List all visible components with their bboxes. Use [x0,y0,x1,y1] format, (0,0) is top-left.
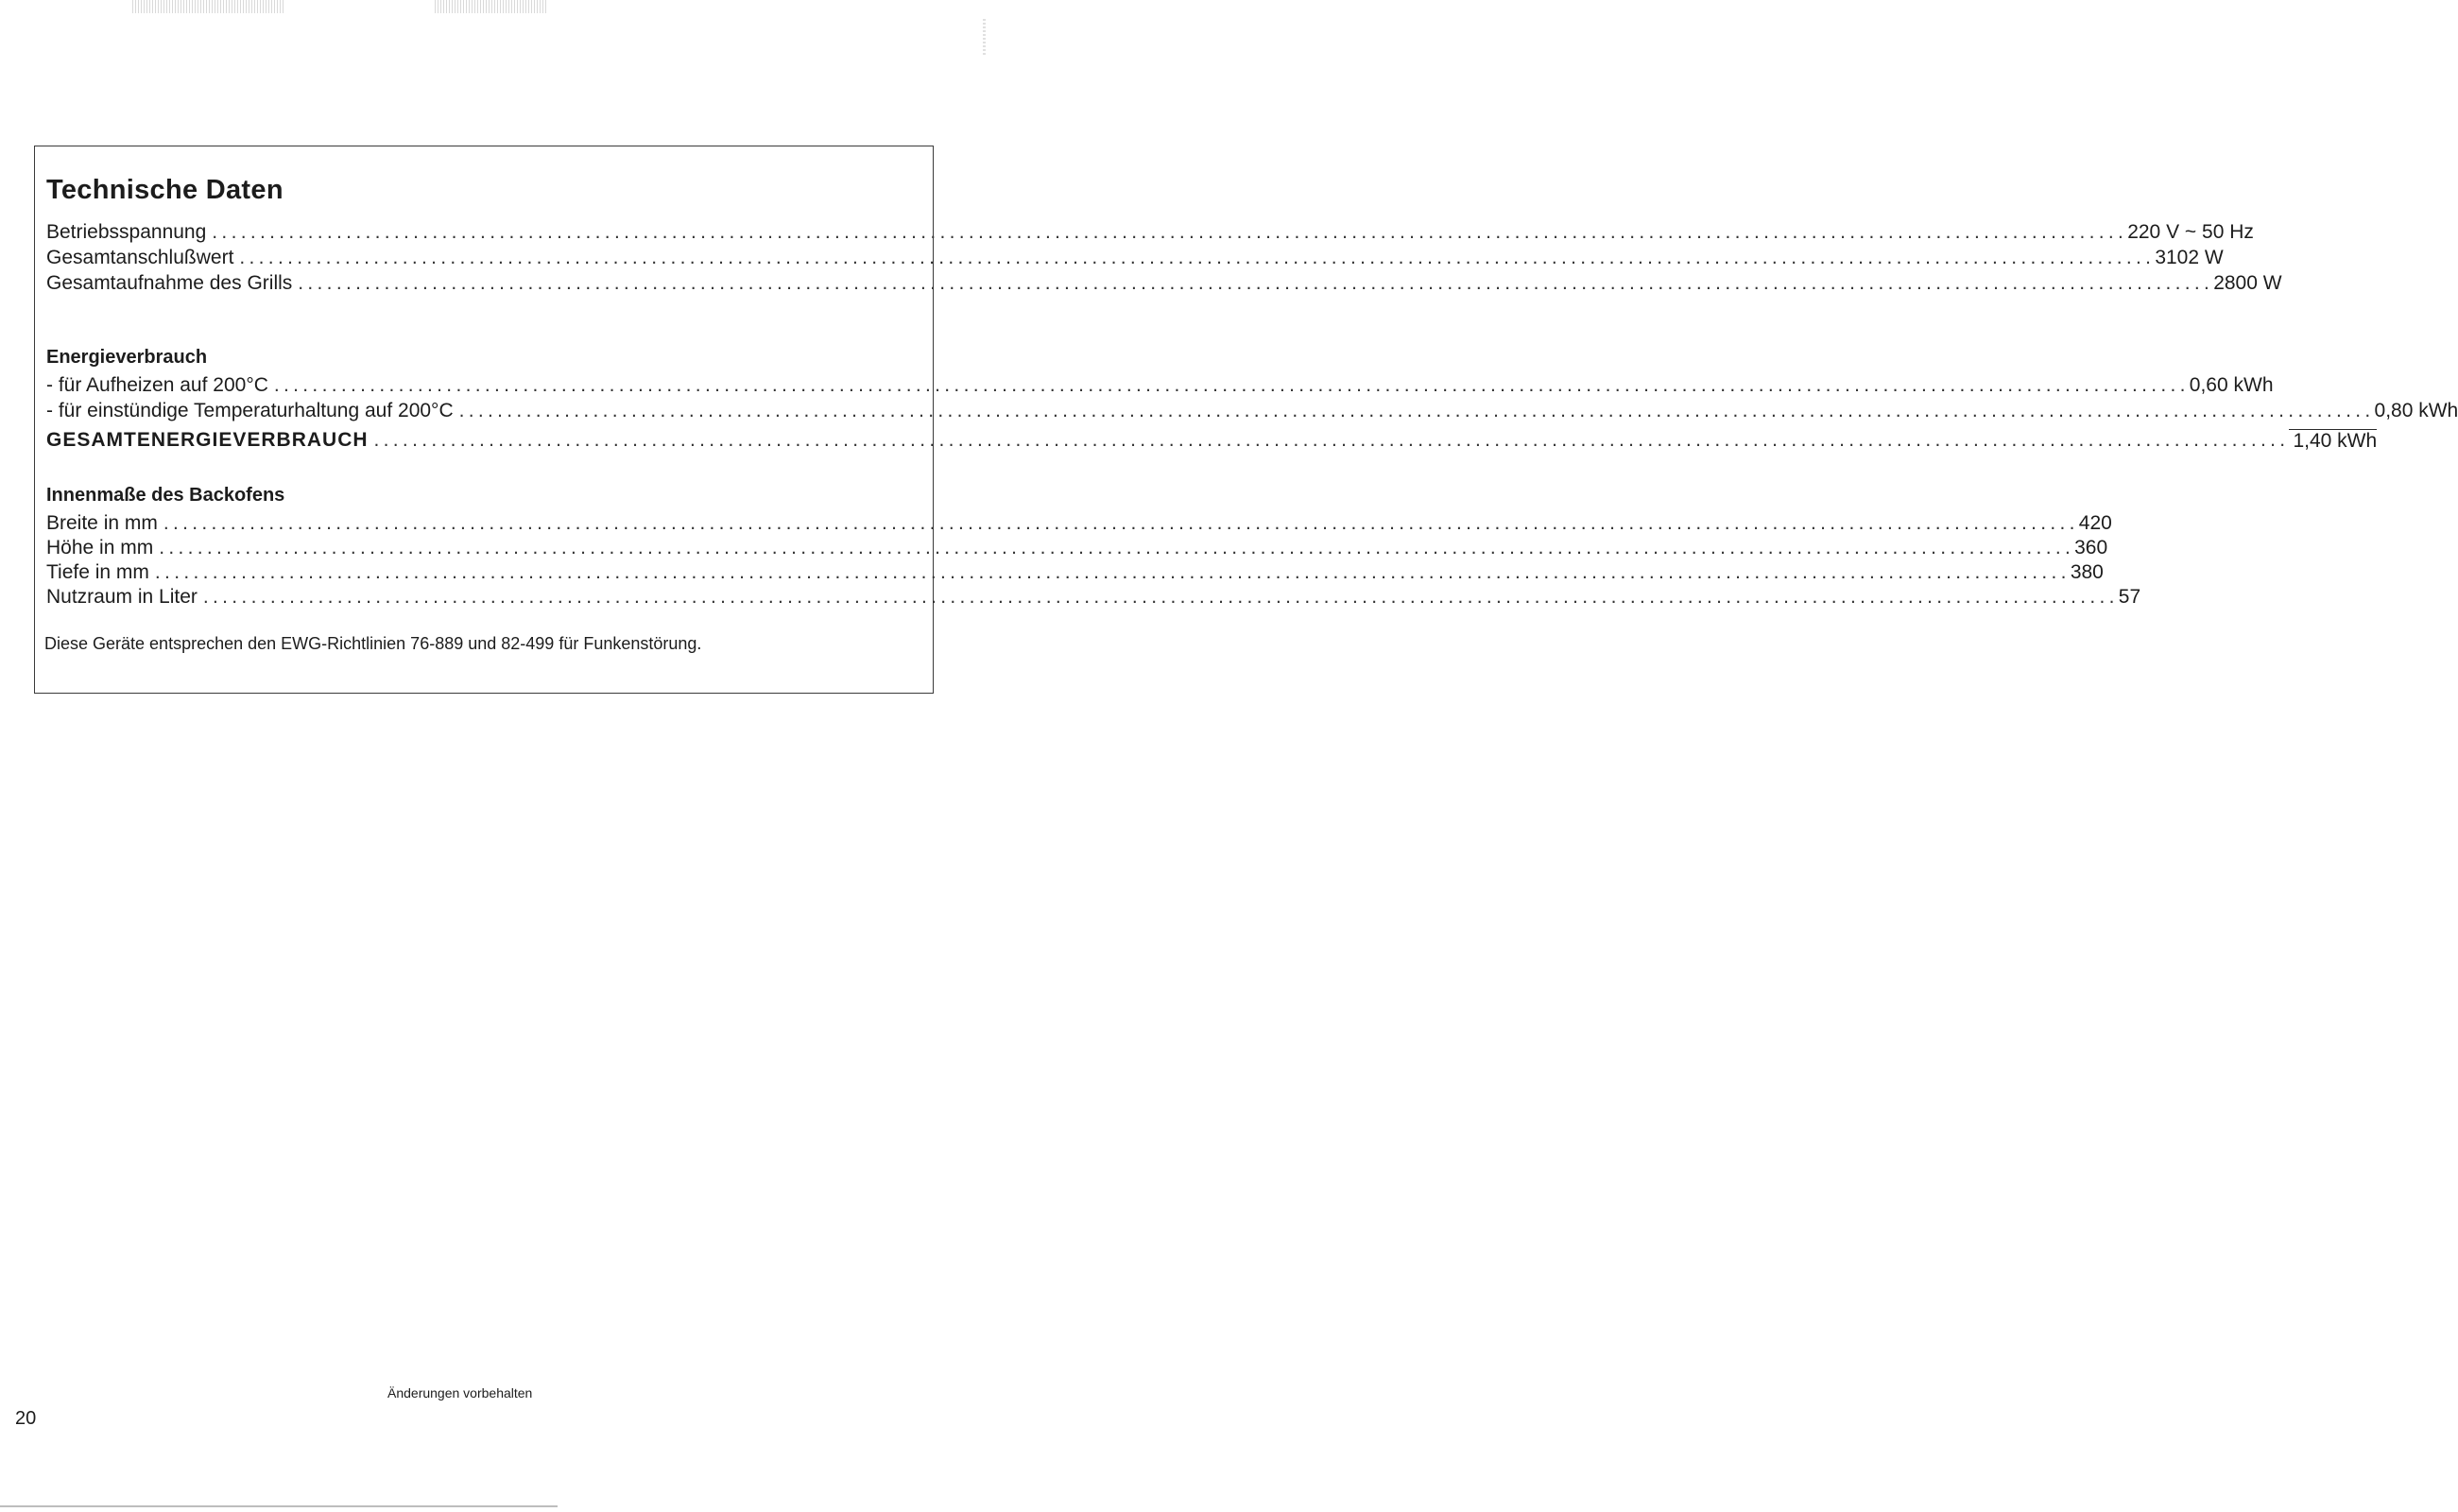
dot-leader: ........................................................................................................................................................................................................ [212,221,2128,243]
spec-value: 2800 W [2213,272,2282,294]
spec-value: 1,40 kWh [2289,429,2377,453]
dot-leader: ........................................................................................................................................................................................................ [159,537,2075,558]
dot-leader: ........................................................................................................................................................................................................ [373,429,2290,451]
dot-leader: ........................................................................................................................................................................................................ [154,561,2071,583]
spec-label: Gesamtanschlußwert [46,247,234,268]
spec-label: Gesamtaufnahme des Grills [46,272,293,294]
spec-label: Höhe in mm [46,537,154,558]
spec-value: 0,60 kWh [2189,374,2274,396]
spec-value: 420 [2078,512,2112,534]
spec-label: - für einstündige Temperaturhaltung auf 200°C [46,400,454,421]
dimension-row-width [46,511,2112,536]
energy-heading: Energieverbrauch [46,347,208,368]
scan-artifact-center [435,0,548,13]
dimensions-heading: Innenmaße des Backofens [46,485,285,506]
spec-value: 3102 W [2155,247,2224,268]
spec-label: - für Aufheizen auf 200°C [46,374,268,396]
spec-label: Betriebsspannung [46,221,207,243]
scan-artifact-left [132,0,284,13]
spec-label: Tiefe in mm [46,561,149,583]
dot-leader: ........................................................................................................................................................................................................ [298,272,2214,294]
spec-row-grill-power [46,271,2282,296]
spec-label: Breite in mm [46,512,158,534]
dot-leader: ........................................................................................................................................................................................................ [163,512,2079,534]
spec-row-total-connected-load [46,246,2224,270]
spec-value: 57 [2118,586,2141,608]
spec-value: 360 [2074,537,2108,558]
page-number: 20 [15,1408,37,1429]
dot-leader: ........................................................................................................................................................................................................ [273,374,2190,396]
spec-label: Nutzraum in Liter [46,586,198,608]
dimension-row-volume [46,585,2141,610]
dot-leader: ........................................................................................................................................................................................................ [458,400,2375,421]
energy-row-holding [46,399,2458,423]
energy-row-preheat [46,373,2274,398]
spec-label: GESAMTENERGIEVERBRAUCH [46,429,369,451]
document-title: Technische Daten [46,175,284,205]
compliance-note: Diese Geräte entsprechen den EWG-Richtlinien 76-889 und 82-499 für Funkenstörung. [44,634,702,653]
dot-leader: ........................................................................................................................................................................................................ [202,586,2119,608]
spec-value: 220 V ~ 50 Hz [2127,221,2254,243]
dimension-row-height [46,536,2108,560]
spec-row-operating-voltage [46,220,2254,245]
scan-artifact-right [983,19,986,57]
dimension-row-depth [46,560,2104,585]
spec-value: 380 [2070,561,2104,583]
footer-note: Änderungen vorbehalten [387,1385,533,1400]
bottom-scan-edge [0,1505,558,1507]
energy-row-total [46,428,2378,453]
dot-leader: ........................................................................................................................................................................................................ [239,247,2156,268]
spec-value: 0,80 kWh [2374,400,2458,421]
technical-data-box [34,146,2458,694]
